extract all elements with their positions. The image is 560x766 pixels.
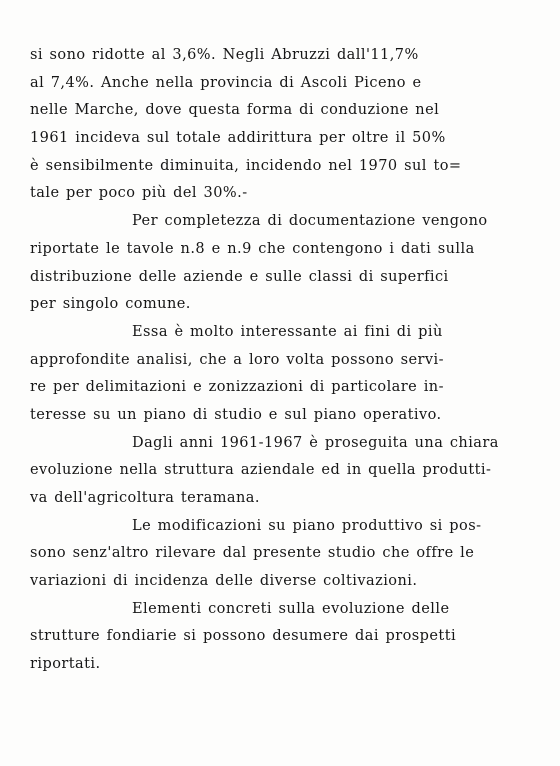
text-line: va dell'agricoltura teramana. <box>30 490 260 506</box>
text-line: variazioni di incidenza delle diverse coltivazioni. <box>30 573 418 590</box>
text-line: si sono ridotte al 3,6%. Negli Abruzzi dall'11,7% <box>30 47 419 63</box>
text-line: è sensibilmente diminuita, incidendo nel 1970 sul to= <box>30 157 462 174</box>
paragraph-first-line: Dagli anni 1961-1967 è proseguita una chiara <box>132 434 499 451</box>
paragraph-first-line: Le modificazioni su piano produttivo si pos- <box>132 517 482 534</box>
body-text <box>30 42 520 679</box>
text-line: per singolo comune. <box>30 296 191 313</box>
text-line: re per delimitazioni e zonizzazioni di particolare in- <box>30 379 444 396</box>
text-line: strutture fondiarie si possono desumere dai prospetti <box>30 628 457 645</box>
text-line: 1961 incideva sul totale addirittura per oltre il 50% <box>30 130 446 147</box>
text-line: riportati. <box>30 656 101 673</box>
text-line: approfondite analisi, che a loro volta possono servi- <box>30 351 444 368</box>
text-line: riportate le tavole n.8 e n.9 che contengono i dati sulla <box>30 240 475 257</box>
text-line: distribuzione delle aziende e sulle classi di superfici <box>30 268 449 285</box>
paragraph-first-line: Essa è molto interessante ai fini di più <box>132 323 443 340</box>
text-line: al 7,4%. Anche nella provincia di Ascoli Piceno e <box>30 74 422 91</box>
text-line: sono senz'altro rilevare dal presente studio che offre le <box>30 545 475 562</box>
paragraph-first-line: Elementi concreti sulla evoluzione delle <box>132 600 450 617</box>
text-line: tale per poco più del 30%.- <box>30 185 248 202</box>
text-line: teresse su un piano di studio e sul piano operativo. <box>30 406 442 423</box>
paragraph-first-line: Per completezza di documentazione vengono <box>132 213 488 230</box>
text-line: evoluzione nella struttura aziendale ed in quella produtti- <box>30 462 492 479</box>
text-line: nelle Marche, dove questa forma di conduzione nel <box>30 102 440 119</box>
